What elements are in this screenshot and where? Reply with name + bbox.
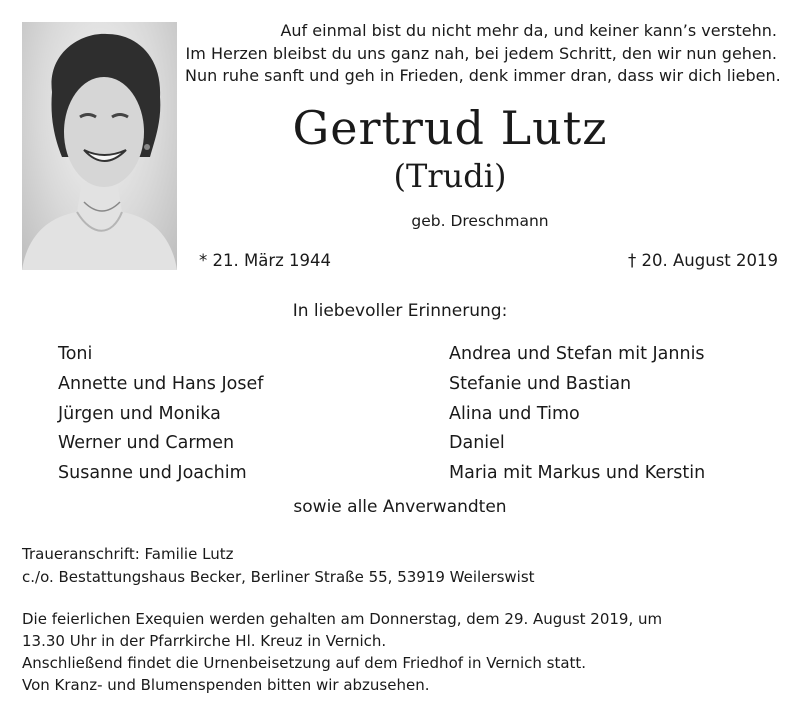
mourners-right-column xyxy=(449,340,705,489)
deceased-nickname: (Trudi) xyxy=(393,157,507,195)
mourner-entry: Werner und Carmen xyxy=(58,433,235,454)
address-line: c./o. Bestattungshaus Becker, Berliner Straße 55, 53919 Weilerswist xyxy=(22,567,535,586)
service-line: 13.30 Uhr in der Pfarrkirche Hl. Kreuz in Vernich. xyxy=(22,632,387,650)
maiden-name: geb. Dreschmann xyxy=(411,212,549,230)
portrait-image xyxy=(22,22,177,270)
poem-line: Auf einmal bist du nicht mehr da, und keiner kann’s verstehn. xyxy=(280,21,777,40)
mourner-entry: Annette und Hans Josef xyxy=(58,373,264,394)
deceased-name: Gertrud Lutz xyxy=(292,101,608,155)
memory-heading: In liebevoller Erinnerung: xyxy=(292,301,508,321)
address-line: Traueranschrift: Familie Lutz xyxy=(22,545,234,563)
mourner-entry: Maria mit Markus und Kerstin xyxy=(449,463,706,483)
mourner-entry: Andrea und Stefan mit Jannis xyxy=(449,344,705,364)
service-line: Anschließend findet die Urnenbeisetzung auf dem Friedhof in Vernich statt. xyxy=(22,654,587,672)
mourners-left-column xyxy=(58,340,263,489)
birth-date: * 21. März 1944 xyxy=(199,251,332,270)
poem xyxy=(185,20,781,88)
poem-line: Nun ruhe sanft und geh in Frieden, denk immer dran, dass wir dich lieben. xyxy=(185,66,781,85)
mourner-entry: Alina und Timo xyxy=(449,403,580,424)
mourner-entry: Stefanie und Bastian xyxy=(449,373,632,394)
mourner-entry: Susanne und Joachim xyxy=(58,463,247,483)
mourner-entry: Jürgen und Monika xyxy=(58,403,221,424)
portrait-photo xyxy=(22,22,177,270)
death-date: † 20. August 2019 xyxy=(628,251,778,270)
mourning-address xyxy=(22,543,535,588)
mourner-entry: Toni xyxy=(58,344,93,364)
service-line: Die feierlichen Exequien werden gehalten am Donnerstag, dem 29. August 2019, um xyxy=(22,610,663,628)
service-line: Von Kranz- und Blumenspenden bitten wir abzusehen. xyxy=(22,676,430,694)
relatives-line: sowie alle Anverwandten xyxy=(293,497,507,517)
mourner-entry: Daniel xyxy=(449,433,505,454)
service-info xyxy=(22,608,780,696)
poem-line: Im Herzen bleibst du uns ganz nah, bei jedem Schritt, den wir nun gehen. xyxy=(185,43,777,63)
